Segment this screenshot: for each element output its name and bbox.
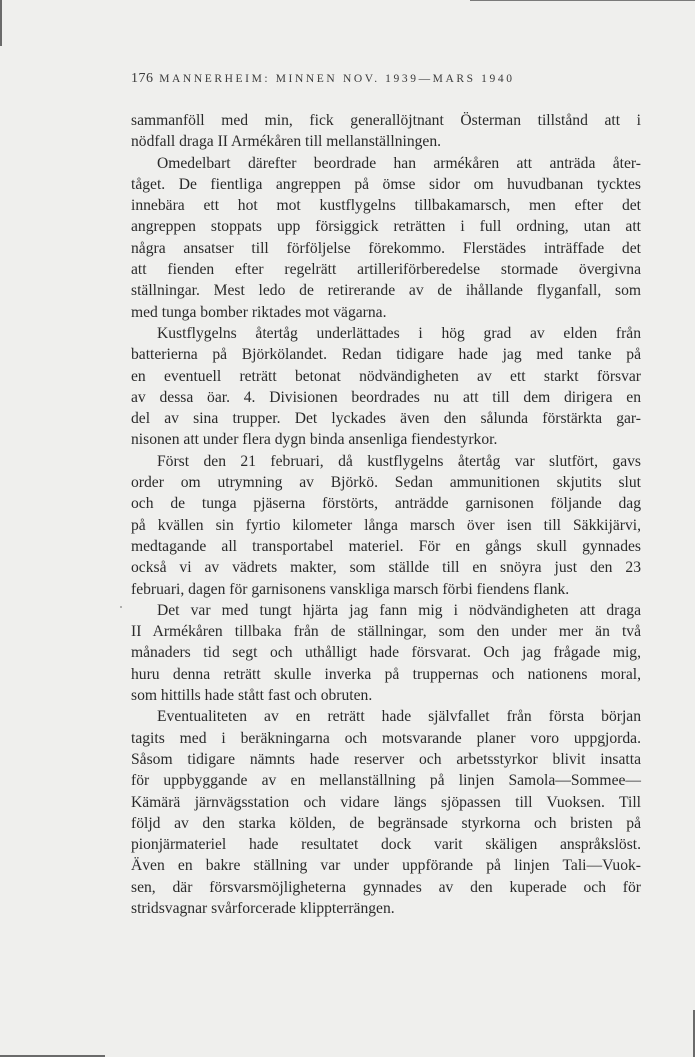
text-line: Kustflygelns återtåg underlättades i hög grad av elden från — [157, 324, 641, 342]
paragraph — [131, 110, 641, 153]
text-line: nödfall draga II Armékåren till mellanställningen. — [131, 133, 442, 151]
running-title-period: NOV. 1939—MARS 1940 — [343, 73, 515, 85]
text-line: sen, där försvarsmöjligheterna gynnades av den kuperade och för — [131, 878, 641, 896]
paragraph — [131, 451, 641, 600]
text-line: följd av den starka kölden, de begränsade styrkorna och bristen på — [131, 814, 641, 832]
text-line: innebära ett hot mot kustflygelns tillbakamarsch, men efter det — [131, 197, 641, 215]
scan-edge-left — [0, 0, 2, 46]
text-line: med tunga bomber riktades mot vägarna. — [131, 303, 387, 321]
text-line: order om utrymning av Björkö. Sedan ammunitionen skjutits slut — [131, 474, 641, 492]
text-line: del av sina trupper. Det lyckades även den sålunda förstärkta gar- — [131, 410, 641, 428]
text-line: Det var med tungt hjärta jag fann mig i nödvändigheten att draga — [157, 601, 641, 619]
body-text — [131, 110, 641, 919]
page-number: 176 — [131, 71, 154, 86]
text-line: Omedelbart därefter beordrade han armékåren att anträda åter- — [157, 154, 641, 172]
text-line: som hittills hade stått fast och obruten. — [131, 687, 373, 705]
text-line: angreppen stoppats upp försiggick reträtten i full ordning, utan att — [131, 218, 641, 236]
text-line: medtagande all transportabel materiel. För en gångs skull gynnades — [131, 537, 641, 555]
text-line: Såsom tidigare nämnts hade reserver och arbetsstyrkor blivit insatta — [131, 750, 641, 768]
text-line: ställningar. Mest ledo de retirerande av de ihållande flyganfall, som — [131, 282, 641, 300]
running-head — [131, 68, 641, 90]
paragraph — [131, 706, 641, 919]
text-line: huru denna reträtt skulle inverka på truppernas och nationens moral, — [131, 665, 641, 683]
text-line: att fienden efter regelrätt artilleriförberedelse stormade övergivna — [131, 261, 641, 279]
running-title-book: MANNERHEIM: MINNEN — [159, 73, 338, 85]
text-line: stridsvagnar svårforcerade klippterrängen. — [131, 899, 395, 917]
book-page — [131, 68, 641, 919]
paragraph — [131, 600, 641, 706]
text-line: för uppbyggande av en mellanställning på linjen Samola—Sommee— — [131, 772, 641, 790]
paragraph — [131, 323, 641, 451]
text-line: februari, dagen för garnisonens vanskliga marsch förbi fiendens flank. — [131, 580, 570, 598]
text-line: tåget. De fientliga angreppen på ömse sidor om huvudbanan tycktes — [131, 175, 641, 193]
text-line: Även en bakre ställning var under uppförande på linjen Tali—Vuok- — [131, 857, 641, 875]
text-line: Kämärä järnvägsstation och vidare längs sjöpassen till Vuoksen. Till — [131, 793, 641, 811]
text-line: också vi av vädrets makter, som ställde till en snöyra just den 23 — [131, 559, 641, 577]
text-line: batterierna på Björkölandet. Redan tidigare hade jag med tanke på — [131, 346, 641, 364]
text-line: och de tunga pjäserna förstörts, anträdde garnisonen följande dag — [131, 495, 641, 513]
text-line: en eventuell reträtt betonat nödvändigheten av ett starkt försvar — [131, 367, 641, 385]
text-line: månaders tid segt och uthålligt hade försvarat. Och jag frågade mig, — [131, 644, 641, 662]
text-line: II Armékåren tillbaka från de ställningar, som den under mer än två — [131, 623, 641, 641]
text-line: pionjärmateriel hade resultatet dock varit skäligen anspråkslöst. — [131, 836, 641, 854]
paragraph — [131, 153, 641, 323]
text-line: sammanföll med min, fick generallöjtnant Österman tillstånd att i — [131, 112, 641, 129]
text-line: av dessa öar. 4. Divisionen beordrades nu att till dem dirigera en — [131, 388, 641, 406]
text-line: Först den 21 februari, då kustflygelns återtåg var slutfört, gavs — [157, 452, 641, 470]
text-line: tagits med i beräkningarna och motsvarande planer voro uppgjorda. — [131, 729, 641, 747]
text-line: några ansatser till förföljelse förekommo. Flerstädes inträffade det — [131, 239, 641, 257]
text-line: nisonen att under flera dygn binda ansenliga fiendestyrkor. — [131, 431, 498, 449]
scan-edge-top — [470, 0, 695, 1]
text-line: på kvällen sin fyrtio kilometer långa marsch över isen till Säkkijärvi, — [131, 516, 641, 534]
scan-speck — [120, 606, 122, 608]
text-line: Eventualiteten av en reträtt hade självfallet från första början — [157, 708, 641, 726]
